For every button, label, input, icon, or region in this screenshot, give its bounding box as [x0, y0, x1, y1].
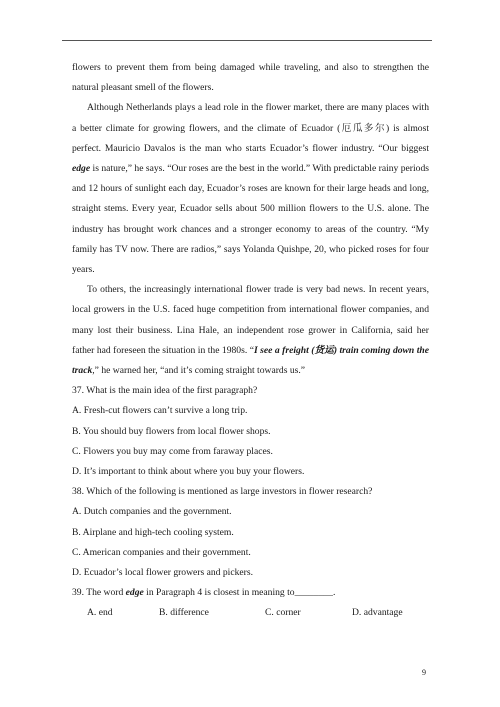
question-39-stem [72, 583, 429, 603]
paragraph-5-text-a: To others, the increasingly international flower trade is very bad news. In recent years, local growers in the U.S. faced huge competition from international flower companies, and many lost their business. Lina Hale, an independent rose grower in California, said her father had foreseen the situation in the 1980s. “ [72, 284, 429, 356]
question-37-option-c: C. Flowers you buy may come from faraway places. [72, 445, 273, 457]
paragraph-4-text-b: is nature,” he says. “Our roses are the best in the world.” With predictable rainy periods and 12 hours of sunlight each day, Ecuador’s roses are known for their large heads and long, straight stems. Every year, Ecuador sells about 500 million flowers to the U.S. alone. The industry has brought work chances and a stronger economy to areas of the country. “My family has TV now. There are radios,” says Yolanda Quishpe, 20, who picked roses for four years. [72, 163, 429, 276]
paragraph-4 [72, 98, 429, 280]
question-39-option-d: D. advantage [352, 607, 403, 619]
paragraph-4-text-a: Although Netherlands plays a lead role in the flower market, there are many places with a better climate for growing flowers, and the climate of Ecuador (厄瓜多尔) is almost perfect. Mauricio Davalos is the man who starts Ecuador’s flower industry. “Our biggest [72, 102, 429, 154]
question-37-option-d: D. It’s important to think about where you buy your flowers. [72, 466, 305, 478]
paragraph-continued: flowers to prevent them from being damaged while traveling, and also to strengthen the natural pleasant smell of the flowers. [72, 62, 429, 94]
question-38-option-c: C. American companies and their government. [72, 546, 251, 558]
question-39-emphasis: edge [125, 587, 144, 599]
emphasis-quote: I see a freight (货运) train coming down the track [72, 344, 429, 377]
paragraph-5-text-b: ,” he warned her, “and it’s coming straight towards us.” [92, 365, 306, 377]
question-39-option-a: A. end [87, 607, 113, 619]
question-39-options [87, 603, 429, 623]
header-rule [62, 40, 432, 41]
question-39-option-c: C. corner [265, 607, 301, 619]
question-38-stem: 38. Which of the following is mentioned as large investors in flower research? [72, 486, 373, 498]
emphasis-edge: edge [72, 163, 91, 175]
question-38-option-b: B. Airplane and high-tech cooling system. [72, 526, 234, 538]
page-content [72, 58, 429, 624]
page-number: 9 [422, 668, 426, 677]
question-39-stem-a: 39. The word [72, 587, 126, 599]
question-38-option-d: D. Ecuador’s local flower growers and pickers. [72, 567, 253, 579]
question-39-stem-b: in Paragraph 4 is closest in meaning to________. [143, 587, 336, 599]
question-37-stem: 37. What is the main idea of the first paragraph? [72, 385, 258, 397]
question-39-option-b: B. difference [159, 607, 209, 619]
question-38-option-a: A. Dutch companies and the government. [72, 506, 232, 518]
paragraph-5 [72, 280, 429, 381]
question-37-option-b: B. You should buy flowers from local flower shops. [72, 425, 271, 437]
question-37-option-a: A. Fresh-cut flowers can’t survive a long trip. [72, 405, 248, 417]
